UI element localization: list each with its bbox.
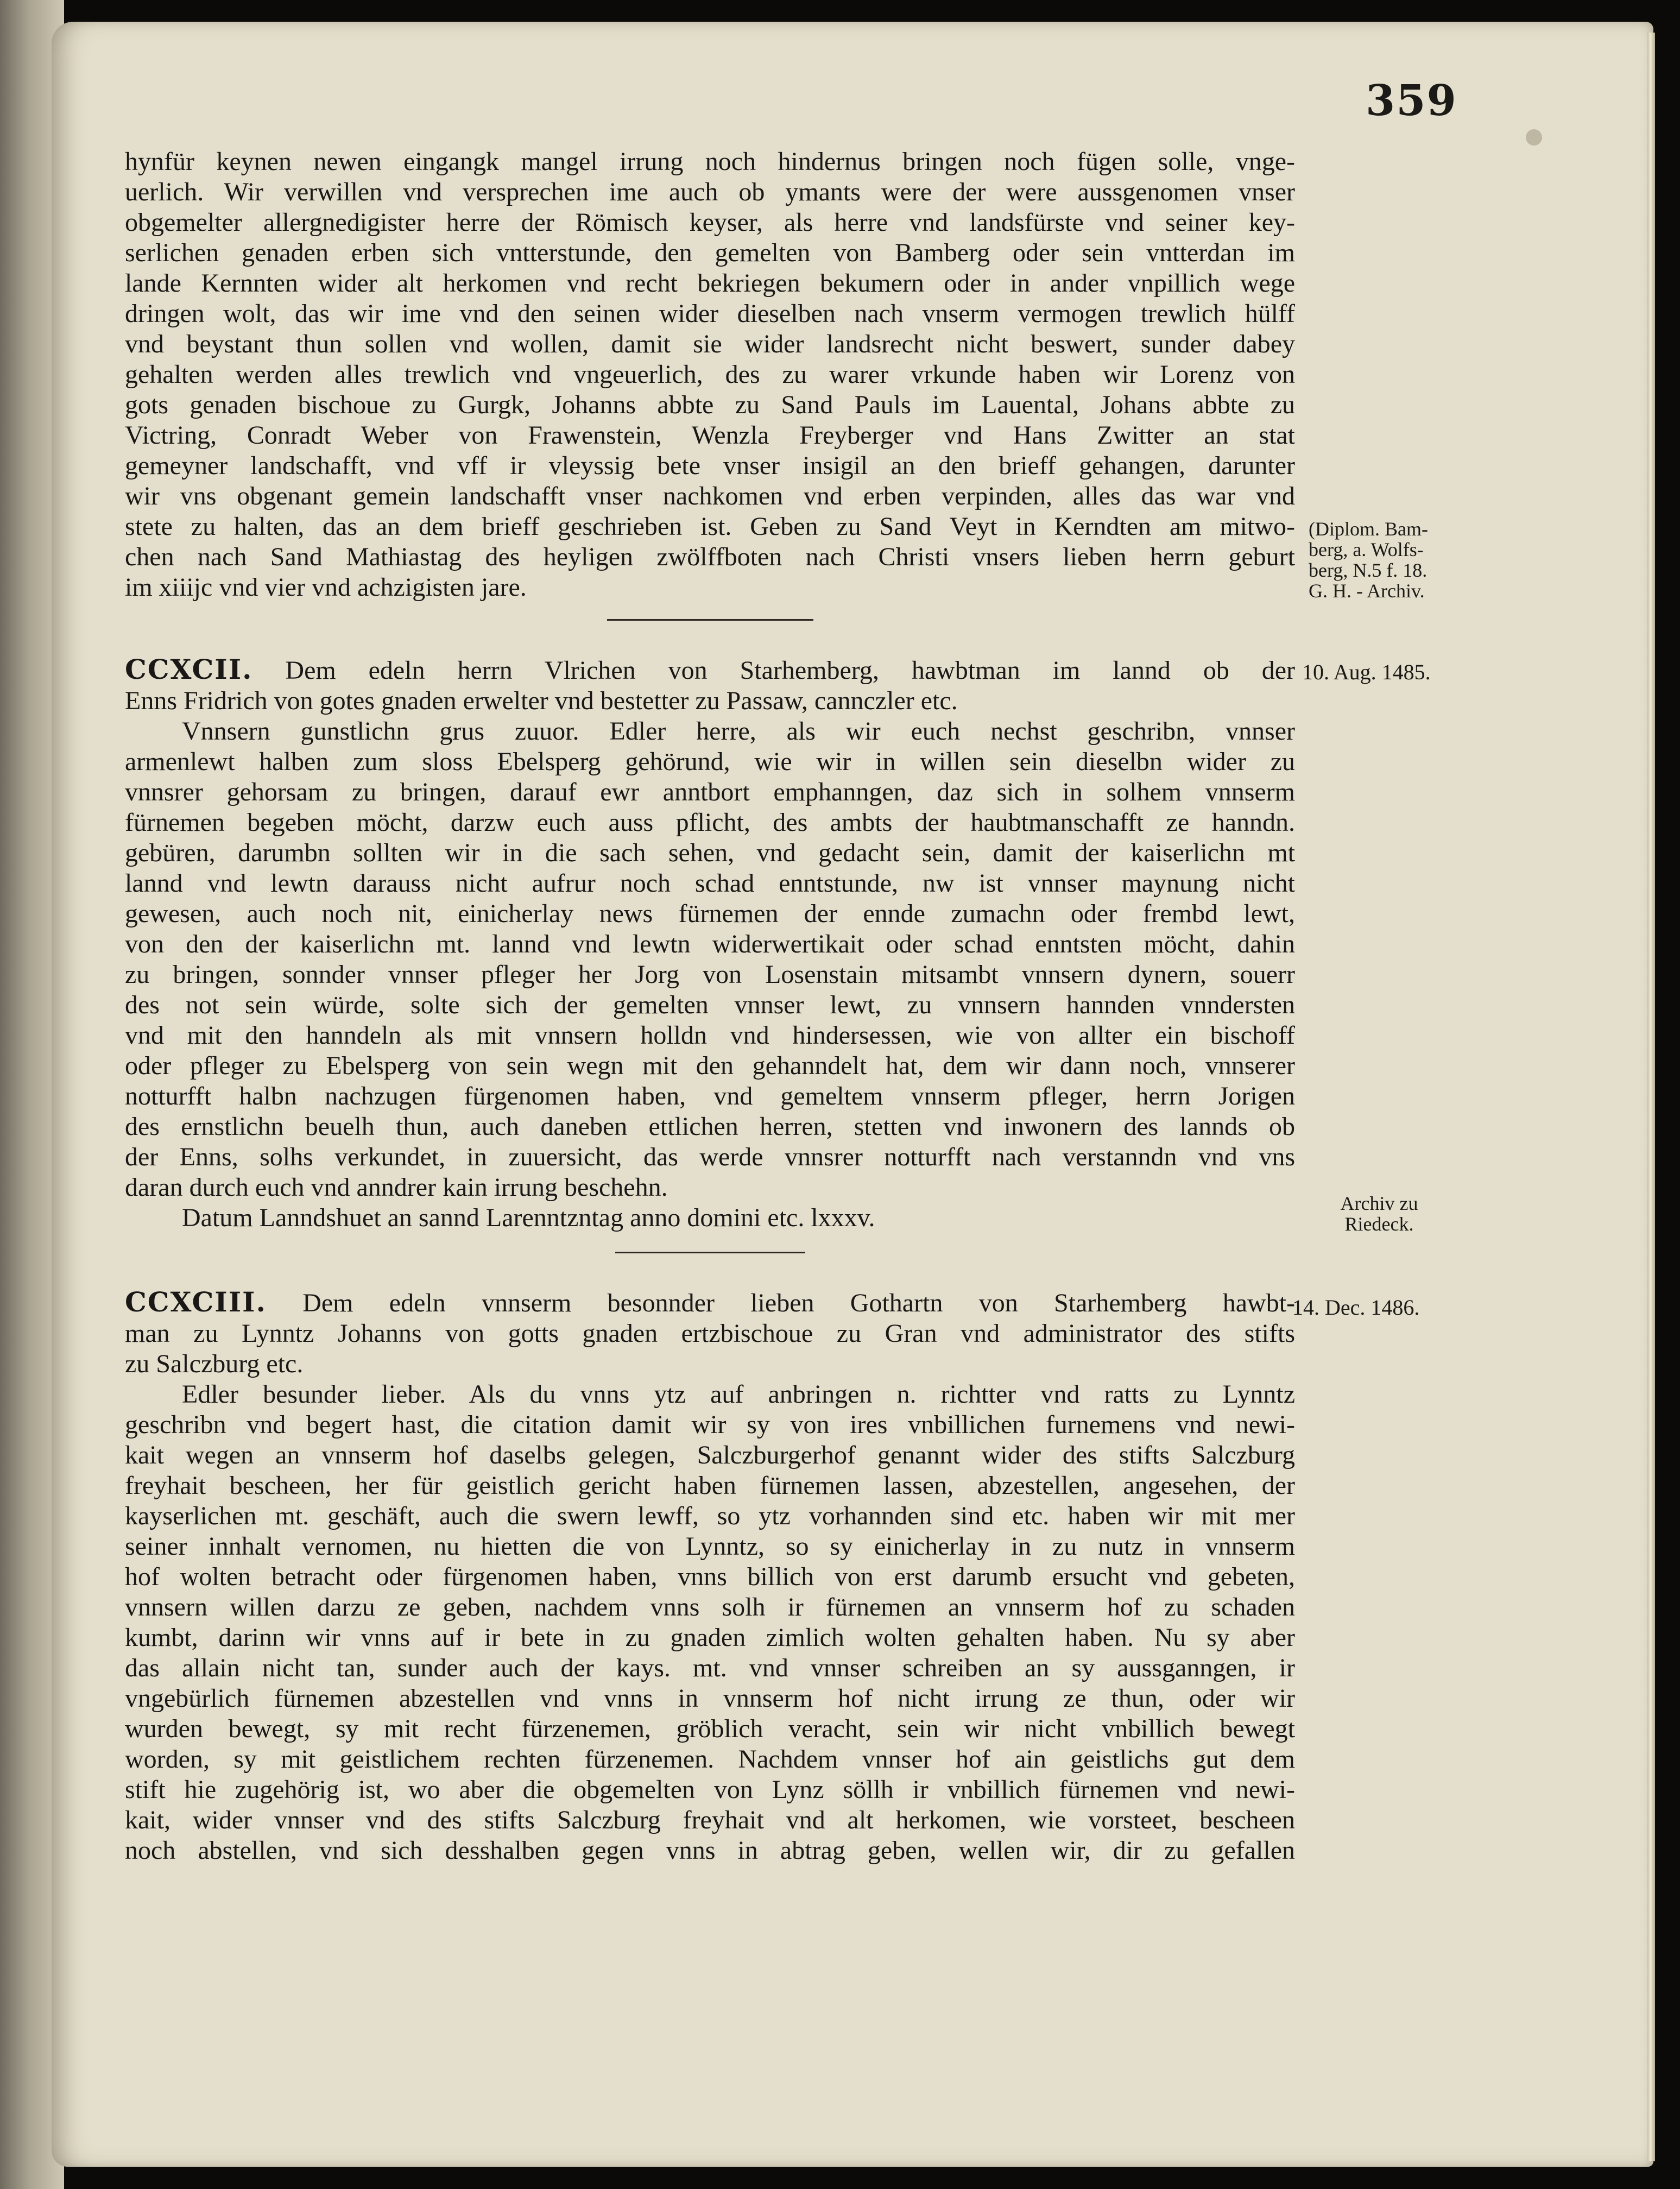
text-line: des ernstlichn beuelh thun, auch daneben ettlichen herren, stetten vnd inwonern des lannds ob: [125, 1112, 1295, 1141]
text-line: stift hie zugehörig ist, wo aber die obgemelten von Lynz söllh ir vnbillich fürnemen vnd newi-: [125, 1775, 1295, 1804]
text-line: kayserlichen mt. geschäft, auch die swern lewff, so ytz vorhannden sind etc. haben wir mit mer: [125, 1502, 1295, 1530]
document-date: 14. Dec. 1486.: [1292, 1295, 1420, 1320]
text-line: vnd mit den hanndeln als mit vnnsern holldn vnd hindersessen, wie von allter ein bischoff: [125, 1021, 1295, 1050]
text-line: serlichen genaden erben sich vntterstunde, den gemelten von Bamberg oder sein vntterdan im: [125, 238, 1295, 267]
closing-line: Datum Lanndshuet an sannd Larenntzntag anno domini etc. lxxxv.: [182, 1203, 875, 1232]
text-line: Edler besunder lieber. Als du vnns ytz auf anbringen n. richtter vnd ratts zu Lynntz: [182, 1380, 1295, 1409]
text-line: des not sein würde, solte sich der gemelten vnnser lewt, zu vnnsern hannden vnndersten: [125, 991, 1295, 1019]
note-line: Archiv zu: [1340, 1193, 1418, 1214]
section-2: [125, 654, 1295, 1233]
text-line: vnnsrer gehorsam zu bringen, darauf ewr anntbort emphanngen, daz sich in solhem vnnserm: [125, 778, 1295, 806]
text-line: obgemelter allergnedigister herre der Römisch keyser, als herre vnd landsfürste vnd seiner key-: [125, 208, 1295, 237]
text-line: seiner innhalt vernomen, nu hietten die von Lynntz, so sy einicherlay in zu nutz in vnnserm: [125, 1532, 1295, 1561]
text-line: worden, sy mit geistlichem rechten fürzenemen. Nachdem vnnser hof ain geistlichs gut dem: [125, 1745, 1295, 1774]
paper-spot: [1526, 129, 1542, 146]
note-line: G. H. - Archiv.: [1309, 580, 1425, 602]
source-note-archiv: [1319, 1193, 1439, 1234]
text-line: fürnemen begeben möcht, darzw euch auss pflicht, des ambts der haubtmanschafft ze hanndn.: [125, 808, 1295, 837]
text-line: stete zu halten, das an dem brieff geschrieben ist. Geben zu Sand Veyt in Kerndten am mitwo-: [125, 512, 1295, 541]
text-line: notturfft halbn nachzugen fürgenomen haben, vnd gemeltem vnnserm pfleger, herrn Jorigen: [125, 1082, 1295, 1111]
text-line: armenlewt halben zum sloss Ebelsperg gehörund, wie wir in willen sein dieselbn wider zu: [125, 747, 1295, 776]
heading-line: Enns Fridrich von gotes gnaden erwelter vnd bestetter zu Passaw, cannczler etc.: [125, 686, 958, 715]
note-line: berg, N.5 f. 18.: [1309, 559, 1428, 581]
document-heading: [125, 1287, 1295, 1319]
text-line: gebüren, darumbn sollten wir in die sach sehen, vnd gedacht sein, damit der kaiserlichn mt: [125, 838, 1295, 867]
text-line: gemeyner landschafft, vnd vff ir vleyssig bete vnser insigil an den brieff gehangen, darunter: [125, 451, 1295, 480]
document-number: CCXCII.: [125, 653, 253, 685]
text-line: vnd beystant thun sollen vnd wollen, damit sie wider landsrecht nicht beswert, sunder dabey: [125, 330, 1295, 358]
text-line: vnnsern willen darzu ze geben, nachdem vnns solh ir fürnemen an vnnserm hof zu schaden: [125, 1593, 1295, 1622]
text-line: oder pfleger zu Ebelsperg von sein wegn mit den gehanndelt hat, dem wir dann noch, vnnserer: [125, 1051, 1295, 1080]
text-line: von den der kaiserlichn mt. lannd vnd lewtn widerwertikait oder schad enntsten möcht, dahin: [125, 930, 1295, 958]
text-line: daran durch euch vnd anndrer kain irrung beschehn.: [125, 1173, 668, 1202]
section-3: [125, 1287, 1295, 1866]
main-text: [125, 147, 1295, 1866]
text-line: wurden bewegt, sy mit recht fürzenemen, gröblich veracht, sein wir nicht vnbillich bewegt: [125, 1714, 1295, 1743]
text-line: wir vns obgenant gemein landschafft vnser nachkomen vnd erben verpinden, alles das war vnd: [125, 482, 1295, 510]
text-line: das allain nicht tan, sunder auch der kays. mt. vnd vnnser schreiben an sy aussganngen, ir: [125, 1654, 1295, 1682]
section-1: [125, 147, 1295, 603]
text-line: vngebürlich fürnemen abzestellen vnd vnns in vnnserm hof nicht irrung ze thun, oder wir: [125, 1684, 1295, 1713]
note-line: (Diplom. Bam-: [1309, 518, 1428, 540]
text-line: man zu Lynntz Johanns von gotts gnaden ertzbischoue zu Gran vnd administrator des stifts: [125, 1319, 1295, 1348]
text-line: Victring, Conradt Weber von Frawenstein, Wenzla Freyberger vnd Hans Zwitter an stat: [125, 421, 1295, 450]
text-line: kait wegen an vnnserm hof daselbs gelegen, Salczburgerhof genannt wider des stifts Salczburg: [125, 1441, 1295, 1469]
text-line: lannd vnd lewtn darauss nicht aufrur noch schad enntstunde, nw ist vnnser maynung nicht: [125, 869, 1295, 898]
note-line: Riedeck.: [1344, 1213, 1414, 1235]
text-line: noch abstellen, vnd sich desshalben gegen vnns in abtrag geben, wellen wir, dir zu gefallen: [125, 1836, 1295, 1865]
text-line: lande Kernnten wider alt herkomen vnd recht bekriegen bekumern oder in ander vnpillich wege: [125, 269, 1295, 298]
text-line: hof wolten betracht oder fürgenomen haben, vnns billich von erst darumb ersucht vnd gebeten,: [125, 1562, 1295, 1591]
document-heading: [125, 654, 1295, 686]
text-line: kumbt, darinn wir vnns auf ir bete in zu gnaden zimlich wolten gehalten haben. Nu sy aber: [125, 1623, 1295, 1652]
text-line: zu Salczburg etc.: [125, 1349, 304, 1378]
text-line: chen nach Sand Mathiastag des heyligen zwölffboten nach Christi vnsers lieben herrn geburt: [125, 542, 1295, 571]
text-line: der Enns, solhs verkundet, in zuuersicht, das werde vnnsrer notturfft nach verstanndn vnd vns: [125, 1143, 1295, 1171]
text-line: hynfür keynen newen eingangk mangel irrung noch hindernus bringen noch fügen solle, vnge-: [125, 147, 1295, 176]
heading-text: Dem edeln vnnserm besonnder lieben Gothartn von Starhemberg hawbt-: [302, 1289, 1296, 1317]
text-line: Vnnsern gunstlichn grus zuuor. Edler herre, als wir euch nechst geschribn, vnnser: [182, 717, 1295, 746]
text-line: gots genaden bischoue zu Gurgk, Johanns abbte zu Sand Pauls im Lauental, Johans abbte zu: [125, 390, 1295, 419]
section-divider: [607, 619, 813, 621]
text-line: freyhait bescheen, her für geistlich gericht haben fürnemen lassen, abzestellen, angesehen, der: [125, 1471, 1295, 1500]
note-line: berg, a. Wolfs-: [1309, 539, 1424, 560]
text-line: zu bringen, sonnder vnnser pfleger her Jorg von Losenstain mitsambt vnnsern dynern, souerr: [125, 960, 1295, 989]
page-fore-edge: [1647, 33, 1655, 2161]
text-line: kait, wider vnnser vnd des stifts Salczburg freyhait vnd alt herkomen, wie vorsteet, bescheen: [125, 1806, 1295, 1834]
document-date: 10. Aug. 1485.: [1302, 660, 1431, 684]
text-line: uerlich. Wir verwillen vnd versprechen ime auch ob ymants were der were aussgenomen vnser: [125, 178, 1295, 206]
document-number: CCXCIII.: [125, 1286, 267, 1318]
page-number: 359: [1366, 76, 1457, 125]
source-note-diplom: [1309, 519, 1450, 601]
section-divider: [615, 1252, 805, 1253]
text-line: dringen wolt, das wir ime vnd den seinen wider dieselben nach vnserm vermogen trewlich hülff: [125, 299, 1295, 328]
heading-text: Dem edeln herrn Vlrichen von Starhemberg, hawbtman im lannd ob der: [285, 656, 1296, 685]
text-line: gehalten werden alles trewlich vnd vngeuerlich, des zu warer vrkunde haben wir Lorenz von: [125, 360, 1295, 389]
text-line: gewesen, auch noch nit, einicherlay news fürnemen der ennde zumachn oder frembd lewt,: [125, 899, 1295, 928]
text-line: im xiiijc vnd vier vnd achzigisten jare.: [125, 573, 527, 602]
text-line: geschribn vnd begert hast, die citation damit wir sy von ires vnbillichen furnemens vnd newi-: [125, 1410, 1295, 1439]
